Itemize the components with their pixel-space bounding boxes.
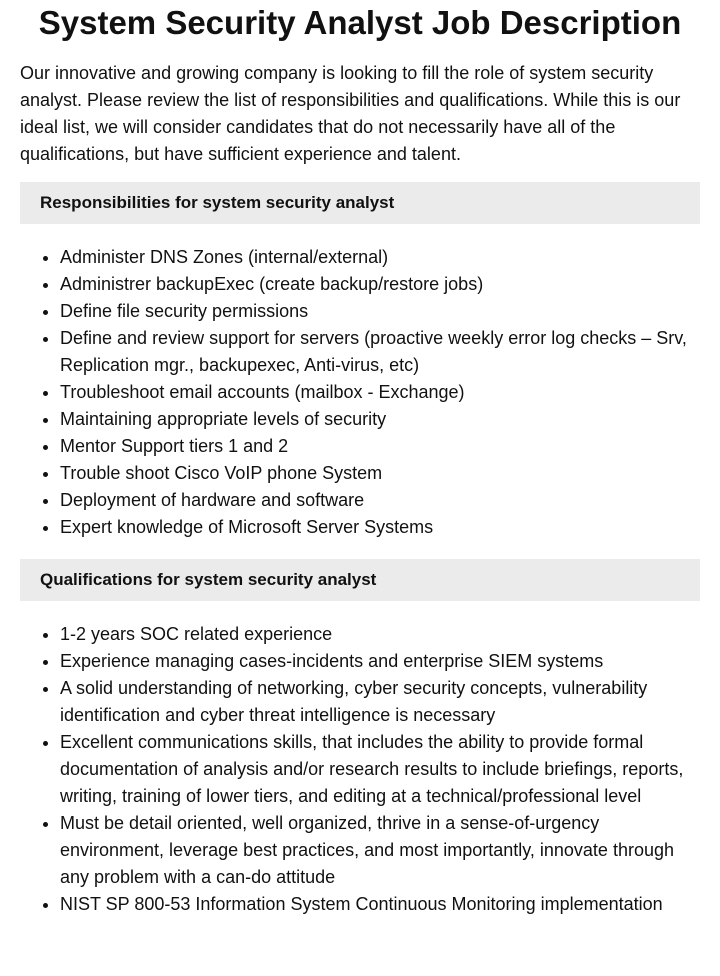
list-item: • Excellent communications skills, that includes the ability to provide formal documentation of analysis and/or research results to include briefings, reports, writing, training of lower tiers, and editing at a technical/professional level	[60, 729, 700, 810]
list-item: • A solid understanding of networking, cyber security concepts, vulnerability identification and cyber threat intelligence is necessary	[60, 675, 700, 729]
list-item: • Administrer backupExec (create backup/restore jobs)	[60, 271, 700, 298]
list-item: • Mentor Support tiers 1 and 2	[60, 433, 700, 460]
list-item: • Administer DNS Zones (internal/external)	[60, 244, 700, 271]
list-item: • NIST SP 800-53 Information System Continuous Monitoring implementation	[60, 891, 700, 918]
responsibilities-list	[20, 244, 700, 541]
responsibilities-heading: Responsibilities for system security analyst	[20, 182, 700, 224]
list-item: • Trouble shoot Cisco VoIP phone System	[60, 460, 700, 487]
intro-paragraph: Our innovative and growing company is looking to fill the role of system security analyst. Please review the list of responsibilities and qualifications. While this is our ideal list, we will consider candidates that do not necessarily have all of the qualifications, but have sufficient experience and talent.	[20, 63, 681, 164]
list-item: • Define and review support for servers (proactive weekly error log checks – Srv, Replication mgr., backupexec, Anti-virus, etc)	[60, 325, 700, 379]
list-item: • Expert knowledge of Microsoft Server Systems	[60, 514, 700, 541]
page-title: System Security Analyst Job Description	[38, 4, 682, 41]
list-item: • 1-2 years SOC related experience	[60, 621, 700, 648]
list-item: • Experience managing cases-incidents and enterprise SIEM systems	[60, 648, 700, 675]
qualifications-heading: Qualifications for system security analyst	[20, 559, 700, 601]
list-item: • Troubleshoot email accounts (mailbox - Exchange)	[60, 379, 700, 406]
list-item: • Maintaining appropriate levels of security	[60, 406, 700, 433]
list-item: • Define file security permissions	[60, 298, 700, 325]
list-item: • Deployment of hardware and software	[60, 487, 700, 514]
list-item: • Must be detail oriented, well organized, thrive in a sense-of-urgency environment, leverage best practices, and most importantly, innovate through any problem with a can-do attitude	[60, 810, 700, 891]
qualifications-list	[20, 621, 700, 918]
